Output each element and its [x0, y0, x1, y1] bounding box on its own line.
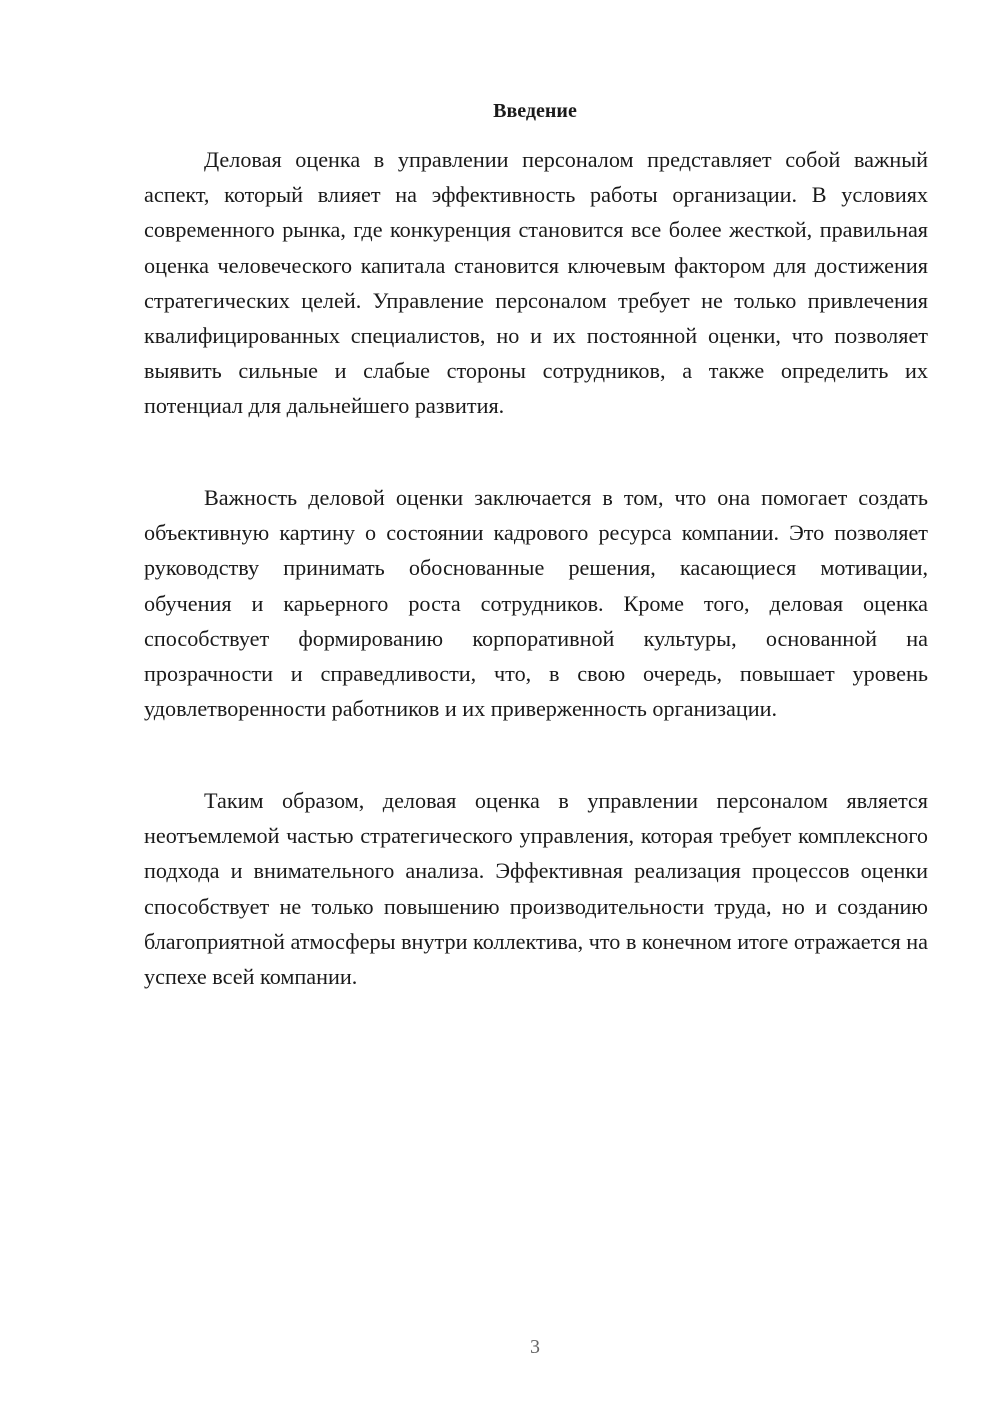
paragraph: Деловая оценка в управлении персоналом представляет собой важный аспект, который влияет на эффективность работы организации. В условиях современного рынка, где конкуренция становится все более жесткой, правильная оценка человеческого капитала становится ключевым фактором для достижения стратегических целей. Управление персоналом требует не только привлечения квалифицированных специалистов, но и их постоянной оценки, что позволяет выявить сильные и слабые стороны сотрудников, а также определить их потенциал для дальнейшего развития.: [144, 147, 928, 419]
paragraph: Важность деловой оценки заключается в том, что она помогает создать объективную картину о состоянии кадрового ресурса компании. Это позволяет руководству принимать обоснованные решения, касающиеся мотивации, обучения и карьерного роста сотрудников. Кроме того, деловая оценка способствует формированию корпоративной культуры, основанной на прозрачности и справедливости, что, в свою очередь, повышает уровень удовлетворенности работников и их приверженность организации.: [144, 485, 928, 722]
section-heading: Введение: [493, 100, 577, 122]
page-number: 3: [530, 1336, 540, 1358]
paragraph: Таким образом, деловая оценка в управлении персоналом является неотъемлемой частью стратегического управления, которая требует комплексного подхода и внимательного анализа. Эффективная реализация процессов оценки способствует не только повышению производительности труда, но и созданию благоприятной атмосферы внутри коллектива, что в конечном итоге отражается на успехе всей компании.: [144, 788, 928, 990]
